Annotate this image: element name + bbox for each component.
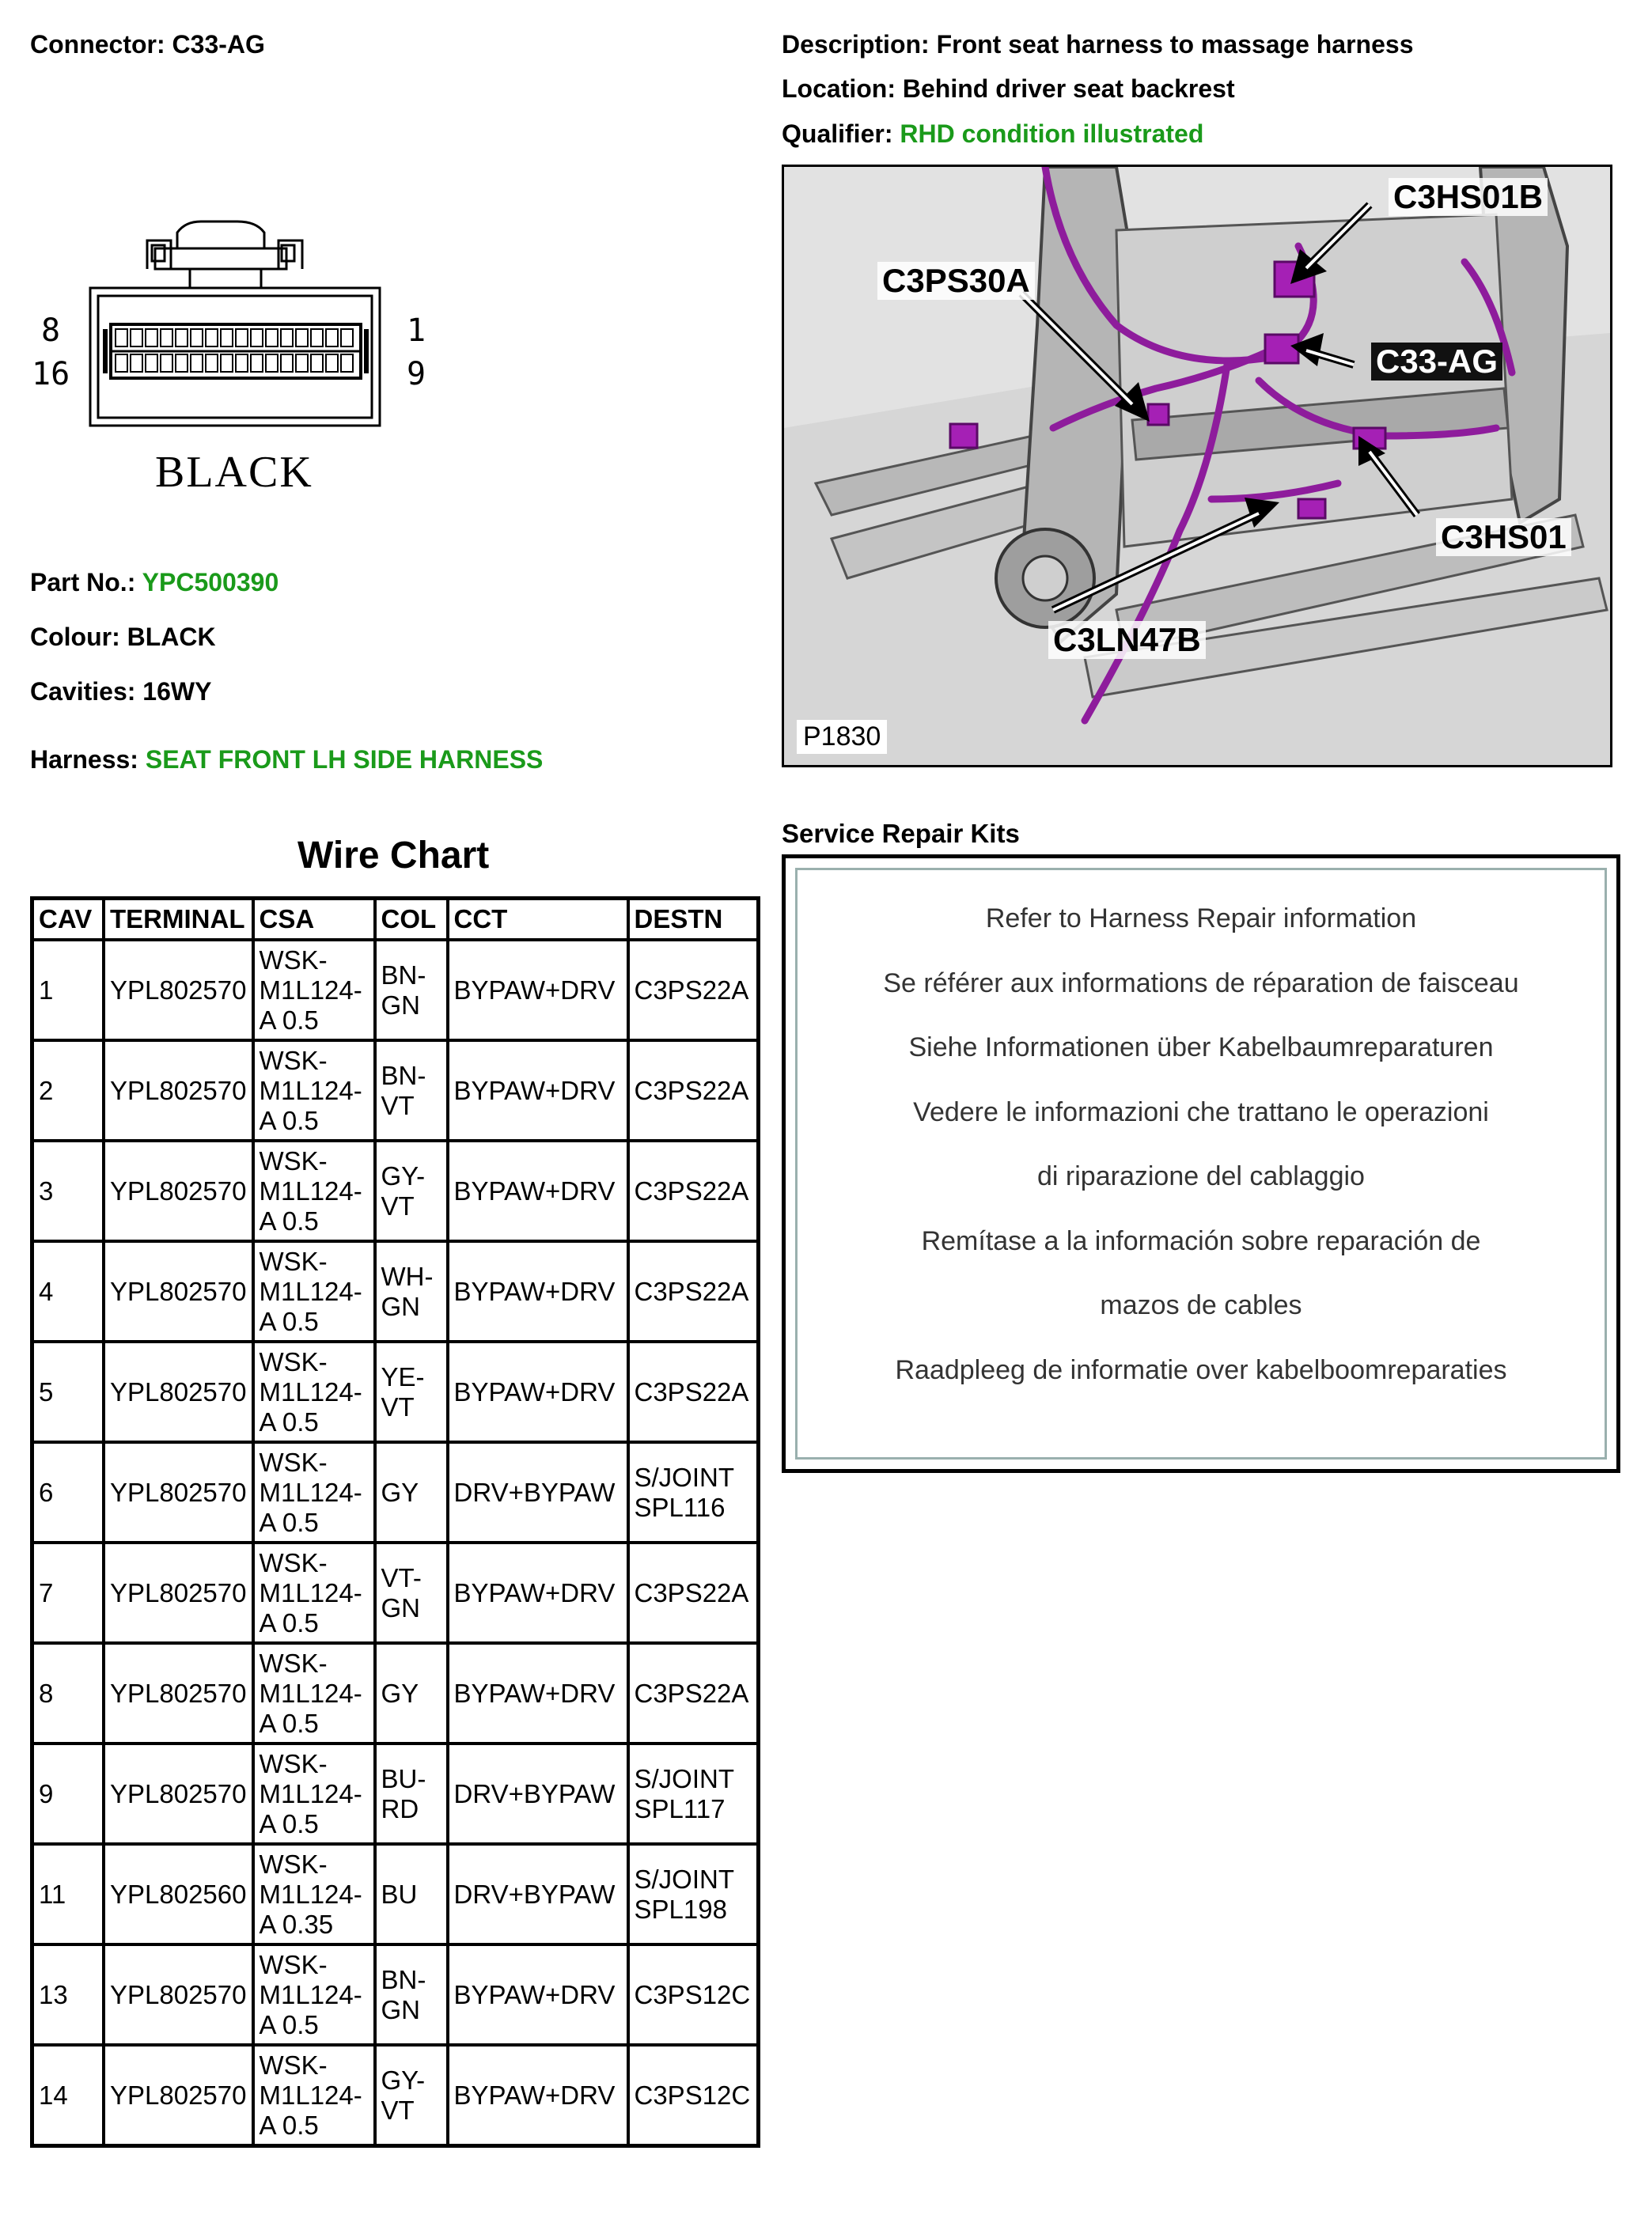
- cell-cct: BYPAW+DRV: [448, 940, 628, 1040]
- header-destn: DESTN: [628, 899, 759, 941]
- cell-destn-line: C3PS22A: [634, 975, 749, 1005]
- cell-col: [375, 1342, 448, 1442]
- cell-cct: BYPAW+DRV: [448, 1643, 628, 1744]
- cavity-slot: [341, 354, 353, 372]
- repair-info-line: Raadpleeg de informatie over kabelboomreparaties: [895, 1354, 1507, 1385]
- table-row: [32, 1744, 759, 1844]
- table-row: [32, 2045, 759, 2146]
- cell-destn-line: S/JOINT: [634, 1864, 735, 1894]
- cell-col-line: GN: [381, 1994, 420, 2024]
- cell-col: [375, 1141, 448, 1241]
- seat-frame-illustration: [784, 167, 1610, 765]
- callout-c3ln47b: C3LN47B: [1048, 621, 1206, 659]
- cavity-slot: [221, 329, 233, 346]
- colour-value: BLACK: [127, 623, 216, 651]
- cell-csa-line: A 0.5: [259, 2009, 319, 2039]
- table-row: [32, 1342, 759, 1442]
- header-terminal: TERMINAL: [104, 899, 253, 941]
- table-row: [32, 1141, 759, 1241]
- cell-col-line: GY: [381, 1678, 419, 1708]
- cell-destn-line: C3PS22A: [634, 1678, 749, 1708]
- cavity-number-16: 16: [32, 356, 70, 392]
- cell-cav: 9: [32, 1744, 104, 1844]
- cell-csa-line: A 0.5: [259, 1708, 319, 1738]
- cavity-slot: [251, 329, 263, 346]
- cell-cct: BYPAW+DRV: [448, 1040, 628, 1141]
- cell-col-line: VT: [381, 1191, 415, 1221]
- cell-csa: [253, 1241, 375, 1342]
- cell-csa-line: WSK-: [259, 2050, 328, 2080]
- cell-destn: [628, 1442, 759, 1543]
- cell-csa-line: WSK-: [259, 1748, 328, 1778]
- cell-cav: 7: [32, 1543, 104, 1643]
- cavity-slot: [116, 329, 127, 346]
- cell-csa: [253, 1944, 375, 2045]
- cell-destn: [628, 1241, 759, 1342]
- cell-col: [375, 1040, 448, 1141]
- cell-csa-line: A 0.5: [259, 1407, 319, 1437]
- cell-terminal: YPL802570: [104, 1342, 253, 1442]
- connector-value: C33-AG: [172, 30, 265, 59]
- cell-csa-line: A 0.5: [259, 1607, 319, 1638]
- repair-info-line: Vedere le informazioni che trattano le operazioni: [913, 1096, 1489, 1127]
- cell-csa-line: WSK-: [259, 1145, 328, 1176]
- repair-info-line: Refer to Harness Repair information: [985, 903, 1417, 933]
- wire-chart-body: [32, 940, 759, 2146]
- cell-destn-line: SPL116: [634, 1492, 726, 1522]
- cell-destn-line: C3PS12C: [634, 2080, 751, 2110]
- cell-csa: [253, 940, 375, 1040]
- cell-col-line: BU-: [381, 1763, 426, 1793]
- cell-cct: BYPAW+DRV: [448, 1543, 628, 1643]
- cell-terminal: YPL802560: [104, 1844, 253, 1944]
- repair-info-line: Se référer aux informations de réparation de faisceau: [883, 967, 1519, 998]
- harness-line: [30, 745, 543, 774]
- cell-col-line: GY: [381, 1477, 419, 1507]
- cell-terminal: YPL802570: [104, 1241, 253, 1342]
- cell-destn-line: SPL198: [634, 1894, 727, 1924]
- cell-col-line: GN: [381, 1592, 420, 1622]
- cell-csa-line: WSK-: [259, 1045, 328, 1075]
- cell-col-line: WH-: [381, 1261, 434, 1291]
- cavity-slot: [116, 354, 127, 372]
- cell-destn: [628, 1643, 759, 1744]
- cavity-slot: [311, 354, 323, 372]
- cell-cct: DRV+BYPAW: [448, 1744, 628, 1844]
- table-row: [32, 1241, 759, 1342]
- qualifier-value: RHD condition illustrated: [900, 119, 1204, 148]
- description-label: Description:: [782, 30, 930, 59]
- cell-csa-line: M1L124-: [259, 1979, 362, 2009]
- cell-cct: DRV+BYPAW: [448, 1844, 628, 1944]
- connector-id-line: [30, 30, 265, 59]
- cell-csa: [253, 1141, 375, 1241]
- cavity-slot: [236, 354, 248, 372]
- cell-csa-line: M1L124-: [259, 1276, 362, 1306]
- connector-label: Connector:: [30, 30, 165, 59]
- cell-terminal: YPL802570: [104, 1141, 253, 1241]
- cell-destn: [628, 1040, 759, 1141]
- cell-cav: 1: [32, 940, 104, 1040]
- cell-csa: [253, 2045, 375, 2146]
- location-label: Location:: [782, 74, 896, 103]
- cavity-slot: [131, 329, 142, 346]
- cell-col: [375, 1744, 448, 1844]
- table-row: [32, 940, 759, 1040]
- cell-terminal: YPL802570: [104, 1543, 253, 1643]
- cell-col: [375, 1442, 448, 1543]
- cavity-slot: [146, 329, 157, 346]
- cavity-slot: [296, 354, 308, 372]
- cavity-slot: [161, 354, 172, 372]
- cell-csa-line: WSK-: [259, 1648, 328, 1678]
- cell-csa-line: WSK-: [259, 1949, 328, 1979]
- cell-csa-line: A 0.5: [259, 1005, 319, 1035]
- cell-destn: [628, 1141, 759, 1241]
- cavity-slot: [236, 329, 248, 346]
- qualifier-line: [782, 119, 1203, 149]
- table-row: [32, 1643, 759, 1744]
- part-no-label: Part No.:: [30, 568, 136, 596]
- colour-label: Colour:: [30, 623, 120, 651]
- repair-info-line: Remítase a la información sobre reparación de: [921, 1225, 1481, 1256]
- cell-col-line: VT: [381, 1391, 415, 1422]
- qualifier-label: Qualifier:: [782, 119, 893, 148]
- cell-destn: [628, 1543, 759, 1643]
- service-repair-kits-title: Service Repair Kits: [782, 819, 1020, 848]
- cavity-slot: [266, 329, 278, 346]
- cell-terminal: YPL802570: [104, 1040, 253, 1141]
- cavity-number-8: 8: [41, 312, 61, 349]
- cell-destn: [628, 1744, 759, 1844]
- description-value: Front seat harness to massage harness: [936, 30, 1414, 59]
- cell-destn-line: S/JOINT: [634, 1462, 735, 1492]
- cavity-slot: [296, 329, 308, 346]
- header-csa: CSA: [253, 899, 375, 941]
- harness-value: SEAT FRONT LH SIDE HARNESS: [145, 745, 544, 774]
- location-line: [782, 74, 1235, 104]
- cell-cct: BYPAW+DRV: [448, 1342, 628, 1442]
- cell-terminal: YPL802570: [104, 1744, 253, 1844]
- cavities-value: 16WY: [142, 677, 212, 706]
- cell-col-line: GN: [381, 1291, 420, 1321]
- repair-info-line: mazos de cables: [1100, 1290, 1302, 1320]
- cell-col-line: BN-: [381, 960, 426, 990]
- cell-destn: [628, 1844, 759, 1944]
- cavity-number-1: 1: [407, 312, 426, 349]
- cell-cct: BYPAW+DRV: [448, 1141, 628, 1241]
- callout-c3hs01b: C3HS01B: [1389, 178, 1548, 216]
- cell-cct: BYPAW+DRV: [448, 1944, 628, 2045]
- header-cct: CCT: [448, 899, 628, 941]
- cell-csa: [253, 1040, 375, 1141]
- cavity-slot: [146, 354, 157, 372]
- table-header-row: [32, 899, 759, 941]
- repair-info-line: di riparazione del cablaggio: [1037, 1161, 1365, 1191]
- cell-csa-line: M1L124-: [259, 975, 362, 1005]
- cell-csa: [253, 1844, 375, 1944]
- cell-csa-line: A 0.5: [259, 1105, 319, 1135]
- cell-csa-line: WSK-: [259, 1246, 328, 1276]
- cell-destn-line: C3PS22A: [634, 1075, 749, 1105]
- cavity-slot: [161, 329, 172, 346]
- cell-destn: [628, 940, 759, 1040]
- cell-cct: DRV+BYPAW: [448, 1442, 628, 1543]
- cell-csa-line: WSK-: [259, 945, 328, 975]
- colour-line: [30, 623, 216, 652]
- cavity-slot: [281, 329, 293, 346]
- cavities-label: Cavities:: [30, 677, 136, 706]
- connector-color-caption: BLACK: [155, 448, 313, 497]
- cell-csa-line: M1L124-: [259, 1477, 362, 1507]
- cavity-slot: [251, 354, 263, 372]
- cell-csa: [253, 1744, 375, 1844]
- callout-c3hs01: C3HS01: [1436, 518, 1571, 556]
- cell-destn-line: SPL117: [634, 1793, 726, 1823]
- cavity-slot: [326, 354, 338, 372]
- cell-cav: 11: [32, 1844, 104, 1944]
- cavities-line: [30, 677, 211, 706]
- table-row: [32, 1040, 759, 1141]
- cavity-slot: [311, 329, 323, 346]
- cell-destn-line: C3PS22A: [634, 1577, 749, 1607]
- cell-csa-line: M1L124-: [259, 1376, 362, 1407]
- cell-cav: 3: [32, 1141, 104, 1241]
- cell-cav: 6: [32, 1442, 104, 1543]
- header-cav: CAV: [32, 899, 104, 941]
- cell-csa-line: A 0.5: [259, 1306, 319, 1336]
- cell-destn: [628, 2045, 759, 2146]
- cell-col: [375, 1241, 448, 1342]
- cell-destn: [628, 1944, 759, 2045]
- cell-col-line: GY-: [381, 1161, 426, 1191]
- harness-label: Harness:: [30, 745, 138, 774]
- cell-destn: [628, 1342, 759, 1442]
- cell-csa-line: WSK-: [259, 1346, 328, 1376]
- cavity-slot: [221, 354, 233, 372]
- cell-csa-line: WSK-: [259, 1447, 328, 1477]
- cell-csa-line: M1L124-: [259, 1678, 362, 1708]
- wire-chart-title: Wire Chart: [297, 835, 490, 877]
- cell-csa-line: WSK-: [259, 1547, 328, 1577]
- cell-terminal: YPL802570: [104, 1643, 253, 1744]
- cavity-slot: [206, 354, 218, 372]
- cell-col: [375, 1944, 448, 2045]
- part-no-line: [30, 568, 278, 597]
- cell-col: [375, 2045, 448, 2146]
- cavity-slot: [281, 354, 293, 372]
- cell-csa-line: A 0.5: [259, 2110, 319, 2140]
- cell-destn-line: C3PS22A: [634, 1276, 749, 1306]
- description-line: [782, 30, 1413, 59]
- cell-csa: [253, 1342, 375, 1442]
- cell-csa-line: M1L124-: [259, 2080, 362, 2110]
- cell-terminal: YPL802570: [104, 1442, 253, 1543]
- cell-csa-line: M1L124-: [259, 1075, 362, 1105]
- cell-cav: 4: [32, 1241, 104, 1342]
- table-row: [32, 1844, 759, 1944]
- cavity-slot: [176, 354, 188, 372]
- cavity-number-9: 9: [407, 356, 426, 392]
- cell-cav: 5: [32, 1342, 104, 1442]
- cell-col-line: BN-: [381, 1964, 426, 1994]
- table-row: [32, 1944, 759, 2045]
- cavity-slot: [131, 354, 142, 372]
- cell-csa: [253, 1543, 375, 1643]
- cavity-slot: [326, 329, 338, 346]
- cell-csa-line: M1L124-: [259, 1778, 362, 1808]
- cavity-slot: [266, 354, 278, 372]
- callout-c3ps30a: C3PS30A: [877, 262, 1035, 300]
- cell-cav: 13: [32, 1944, 104, 2045]
- cell-csa-line: M1L124-: [259, 1577, 362, 1607]
- cell-terminal: YPL802570: [104, 940, 253, 1040]
- cavity-slot: [191, 354, 203, 372]
- cell-col-line: VT-: [381, 1562, 422, 1592]
- cell-col-line: YE-: [381, 1361, 425, 1391]
- cell-col-line: GN: [381, 990, 420, 1020]
- table-row: [32, 1543, 759, 1643]
- cell-csa: [253, 1643, 375, 1744]
- header-col: COL: [375, 899, 448, 941]
- cell-csa: [253, 1442, 375, 1543]
- cavity-slot: [176, 329, 188, 346]
- part-no-value: YPC500390: [142, 568, 279, 596]
- cell-csa-line: A 0.35: [259, 1909, 334, 1939]
- wire-chart-table: [30, 896, 760, 2148]
- cell-destn-line: S/JOINT: [634, 1763, 735, 1793]
- cell-csa-line: A 0.5: [259, 1507, 319, 1537]
- cell-destn-line: C3PS22A: [634, 1376, 749, 1407]
- cell-csa-line: WSK-: [259, 1849, 328, 1879]
- service-repair-kits-inner-frame: [795, 868, 1607, 1460]
- cell-col-line: RD: [381, 1793, 419, 1823]
- cell-col-line: VT: [381, 2095, 415, 2125]
- cell-terminal: YPL802570: [104, 2045, 253, 2146]
- callout-c33-ag: C33-AG: [1371, 343, 1502, 381]
- location-illustration: [782, 165, 1612, 767]
- table-row: [32, 1442, 759, 1543]
- cell-col-line: BU: [381, 1879, 418, 1909]
- cell-csa-line: M1L124-: [259, 1879, 362, 1909]
- cell-csa-line: A 0.5: [259, 1808, 319, 1838]
- cell-csa-line: A 0.5: [259, 1206, 319, 1236]
- cavity-slot: [206, 329, 218, 346]
- cell-csa-line: M1L124-: [259, 1176, 362, 1206]
- location-value: Behind driver seat backrest: [902, 74, 1235, 103]
- cavity-slot: [191, 329, 203, 346]
- cell-col-line: BN-: [381, 1060, 426, 1090]
- cell-col: [375, 1543, 448, 1643]
- cavity-slot: [341, 329, 353, 346]
- figure-id: P1830: [797, 720, 887, 754]
- cell-cct: BYPAW+DRV: [448, 1241, 628, 1342]
- cell-terminal: YPL802570: [104, 1944, 253, 2045]
- cell-cav: 14: [32, 2045, 104, 2146]
- cell-col-line: GY-: [381, 2065, 426, 2095]
- cell-cav: 2: [32, 1040, 104, 1141]
- cell-destn-line: C3PS22A: [634, 1176, 749, 1206]
- cell-cct: BYPAW+DRV: [448, 2045, 628, 2146]
- service-repair-kits-box: [782, 854, 1620, 1473]
- cell-col-line: VT: [381, 1090, 415, 1120]
- cell-col: [375, 1643, 448, 1744]
- repair-info-line: Siehe Informationen über Kabelbaumreparaturen: [908, 1032, 1494, 1062]
- cell-destn-line: C3PS12C: [634, 1979, 751, 2009]
- cell-col: [375, 940, 448, 1040]
- cell-col: [375, 1844, 448, 1944]
- cell-cav: 8: [32, 1643, 104, 1744]
